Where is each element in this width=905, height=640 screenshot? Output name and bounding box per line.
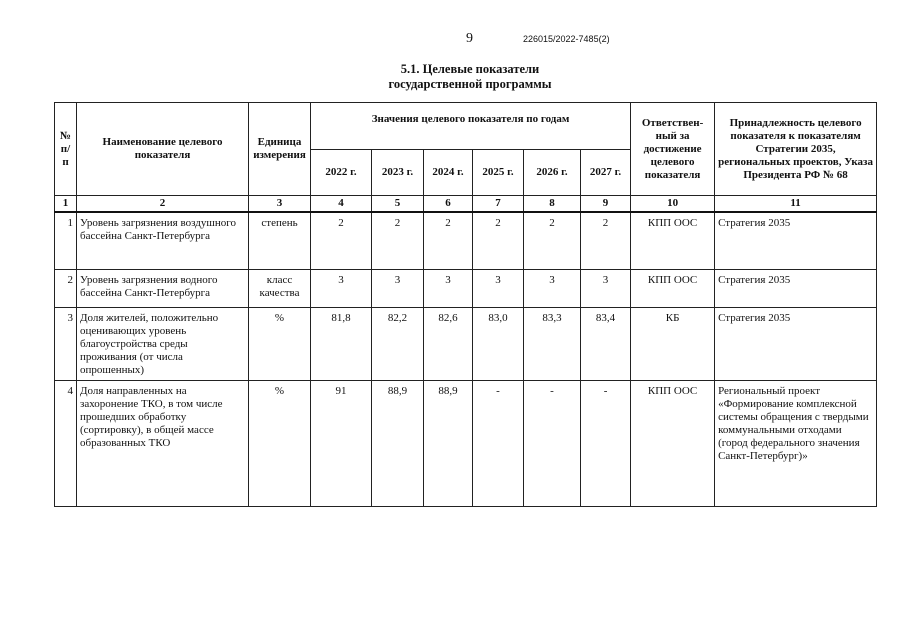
value-cell: 88,9 — [424, 380, 473, 506]
value-cell: 3 — [473, 269, 524, 307]
belonging-cell: Стратегия 2035 — [715, 307, 877, 380]
responsible-cell: КПП ООС — [631, 269, 715, 307]
value-cell: - — [581, 380, 631, 506]
column-number: 1 — [55, 196, 77, 213]
row-num: 2 — [55, 269, 77, 307]
value-cell: 83,4 — [581, 307, 631, 380]
indicator-name: Уровень загрязнения воздушного бассейна Санкт-Петербурга — [77, 212, 249, 269]
belonging-cell: Стратегия 2035 — [715, 269, 877, 307]
header-year: 2026 г. — [524, 150, 581, 196]
page-number: 9 — [466, 31, 473, 46]
indicator-name: Доля жителей, положительно оценивающих уровень благоустройства среды проживания (от числа опрошенных) — [77, 307, 249, 380]
value-cell: 3 — [524, 269, 581, 307]
table-row — [55, 212, 877, 269]
indicator-name: Уровень загрязнения водного бассейна Санкт-Петербурга — [77, 269, 249, 307]
column-number: 6 — [424, 196, 473, 213]
column-number: 7 — [473, 196, 524, 213]
unit-cell: класс качества — [249, 269, 311, 307]
column-number: 3 — [249, 196, 311, 213]
value-cell: 3 — [424, 269, 473, 307]
responsible-cell: КПП ООС — [631, 380, 715, 506]
section-title — [300, 62, 640, 92]
indicators-table — [54, 102, 877, 507]
column-number: 10 — [631, 196, 715, 213]
value-cell: - — [473, 380, 524, 506]
header-row — [55, 103, 877, 150]
value-cell: 2 — [524, 212, 581, 269]
header-num: № п/п — [55, 103, 77, 196]
row-num: 3 — [55, 307, 77, 380]
value-cell: 2 — [424, 212, 473, 269]
column-number-row — [55, 196, 877, 213]
table-row — [55, 380, 877, 506]
document-code: 226015/2022-7485(2) — [523, 34, 610, 44]
unit-cell: степень — [249, 212, 311, 269]
value-cell: 81,8 — [311, 307, 372, 380]
value-cell: 83,0 — [473, 307, 524, 380]
column-number: 8 — [524, 196, 581, 213]
value-cell: 3 — [311, 269, 372, 307]
row-num: 1 — [55, 212, 77, 269]
indicator-name: Доля направленных на захоронение ТКО, в том числе прошедших обработку (сортировку), в общей массе образованных ТКО — [77, 380, 249, 506]
header-unit: Единица измерения — [249, 103, 311, 196]
section-title-line-1: 5.1. Целевые показатели — [400, 62, 540, 76]
value-cell: 82,2 — [372, 307, 424, 380]
value-cell: 2 — [372, 212, 424, 269]
value-cell: 82,6 — [424, 307, 473, 380]
table-row — [55, 307, 877, 380]
column-number: 2 — [77, 196, 249, 213]
value-cell: 2 — [473, 212, 524, 269]
table-row — [55, 269, 877, 307]
header-year: 2022 г. — [311, 150, 372, 196]
belonging-cell: Стратегия 2035 — [715, 212, 877, 269]
header-year: 2023 г. — [372, 150, 424, 196]
header-name: Наименование целевого показателя — [77, 103, 249, 196]
header-values-group: Значения целевого показателя по годам — [311, 103, 631, 150]
unit-cell: % — [249, 380, 311, 506]
header-responsible: Ответствен- ный за достижение целевого показателя — [631, 103, 715, 196]
value-cell: 3 — [372, 269, 424, 307]
value-cell: - — [524, 380, 581, 506]
column-number: 11 — [715, 196, 877, 213]
value-cell: 2 — [581, 212, 631, 269]
unit-cell: % — [249, 307, 311, 380]
header-year: 2027 г. — [581, 150, 631, 196]
section-title-line-2: государственной программы — [388, 77, 552, 91]
value-cell: 2 — [311, 212, 372, 269]
belonging-cell: Региональный проект «Формирование комплексной системы обращения с твердыми коммунальными отходами (город федерального значения Санкт-Петербург)» — [715, 380, 877, 506]
column-number: 4 — [311, 196, 372, 213]
value-cell: 91 — [311, 380, 372, 506]
header-year: 2025 г. — [473, 150, 524, 196]
responsible-cell: КПП ООС — [631, 212, 715, 269]
row-num: 4 — [55, 380, 77, 506]
value-cell: 88,9 — [372, 380, 424, 506]
header-belonging: Принадлежность целевого показателя к показателям Стратегии 2035, региональных проектов, Указа Президента РФ № 68 — [715, 103, 877, 196]
header-year: 2024 г. — [424, 150, 473, 196]
column-number: 9 — [581, 196, 631, 213]
value-cell: 83,3 — [524, 307, 581, 380]
column-number: 5 — [372, 196, 424, 213]
value-cell: 3 — [581, 269, 631, 307]
responsible-cell: КБ — [631, 307, 715, 380]
